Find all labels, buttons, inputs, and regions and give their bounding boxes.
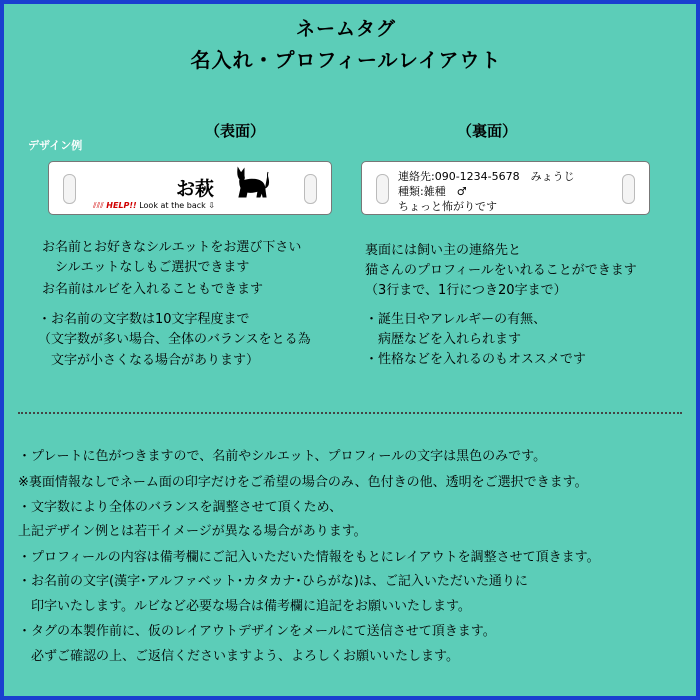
- tag-breed-line: 種類:雑種 ♂: [398, 185, 467, 198]
- back-tag-preview: [361, 161, 650, 215]
- tag-hole-left: [63, 174, 76, 204]
- front-note: お名前はルビを入れることもできます: [42, 282, 264, 297]
- bottom-note: 上記デザイン例とは若干イメージが異なる場合があります。: [18, 524, 367, 539]
- bottom-note: ・お名前の文字(漢字･アルファベット･カタカナ･ひらがな)は、ご記入いただいた通りに: [18, 574, 528, 589]
- back-note: ・誕生日やアレルギーの有無、: [365, 312, 547, 327]
- tag-contact-line: 連絡先:090-1234-5678 みょうじ: [398, 170, 575, 183]
- front-note: お名前とお好きなシルエットをお選び下さい: [42, 240, 302, 255]
- front-tag-preview: [48, 161, 332, 215]
- tag-hole-right: [622, 174, 635, 204]
- cat-silhouette-icon: [232, 166, 270, 200]
- bottom-note: 必ずご確認の上、ご返信くださいますよう、よろしくお願いいたします。: [18, 649, 459, 664]
- front-heading: （表面）: [205, 122, 266, 140]
- front-note: （文字数が多い場合、全体のバランスをとる為: [38, 332, 311, 347]
- look-at-back-text: Look at the back ⇩: [139, 201, 216, 210]
- design-example-label: デザイン例: [28, 139, 83, 152]
- page-subtitle: 名入れ・プロフィールレイアウト: [190, 48, 502, 72]
- tag-hole-right: [304, 174, 317, 204]
- page-frame: [4, 4, 696, 696]
- bottom-note: ※裏面情報なしでネーム面の印字だけをご希望の場合のみ、色付きの他、透明をご選択できます。: [18, 475, 588, 490]
- front-note: シルエットなしもご選択できます: [42, 260, 250, 275]
- bottom-note: ・タグの本製作前に、仮のレイアウトデザインをメールにて送信させて頂きます。: [18, 624, 496, 639]
- bottom-note: ・文字数により全体のバランスを調整させて頂くため、: [18, 500, 343, 515]
- back-note: 裏面には飼い主の連絡先と: [365, 243, 522, 258]
- help-arrow-lines: ⫽⫽⫽: [93, 201, 107, 210]
- back-heading: （裏面）: [457, 122, 518, 140]
- front-note: ・お名前の文字数は10文字程度まで: [38, 312, 250, 327]
- help-text: HELP!!: [106, 201, 137, 210]
- section-divider: [18, 412, 682, 414]
- tag-hole-left: [376, 174, 389, 204]
- bottom-note: ・プレートに色がつきますので、名前やシルエット、プロフィールの文字は黒色のみです。: [18, 449, 547, 464]
- back-note: 病歴などを入れられます: [365, 332, 522, 347]
- help-row: [93, 201, 215, 211]
- back-note: 猫さんのプロフィールをいれることができます: [365, 263, 637, 278]
- bottom-note: 印字いたします。ルビなど必要な場合は備考欄に追記をお願いいたします。: [18, 599, 471, 614]
- back-note: （3行まで、1行につき20字まで）: [365, 283, 567, 298]
- back-note: ・性格などを入れるのもオススメです: [365, 352, 586, 367]
- page-title: ネームタグ: [295, 18, 396, 40]
- front-note: 文字が小さくなる場合があります）: [38, 353, 260, 368]
- tag-personality-line: ちょっと怖がりです: [398, 200, 497, 213]
- bottom-note: ・プロフィールの内容は備考欄にご記入いただいた情報をもとにレイアウトを調整させて頂きます。: [18, 550, 600, 565]
- tag-pet-name: お萩: [176, 178, 215, 200]
